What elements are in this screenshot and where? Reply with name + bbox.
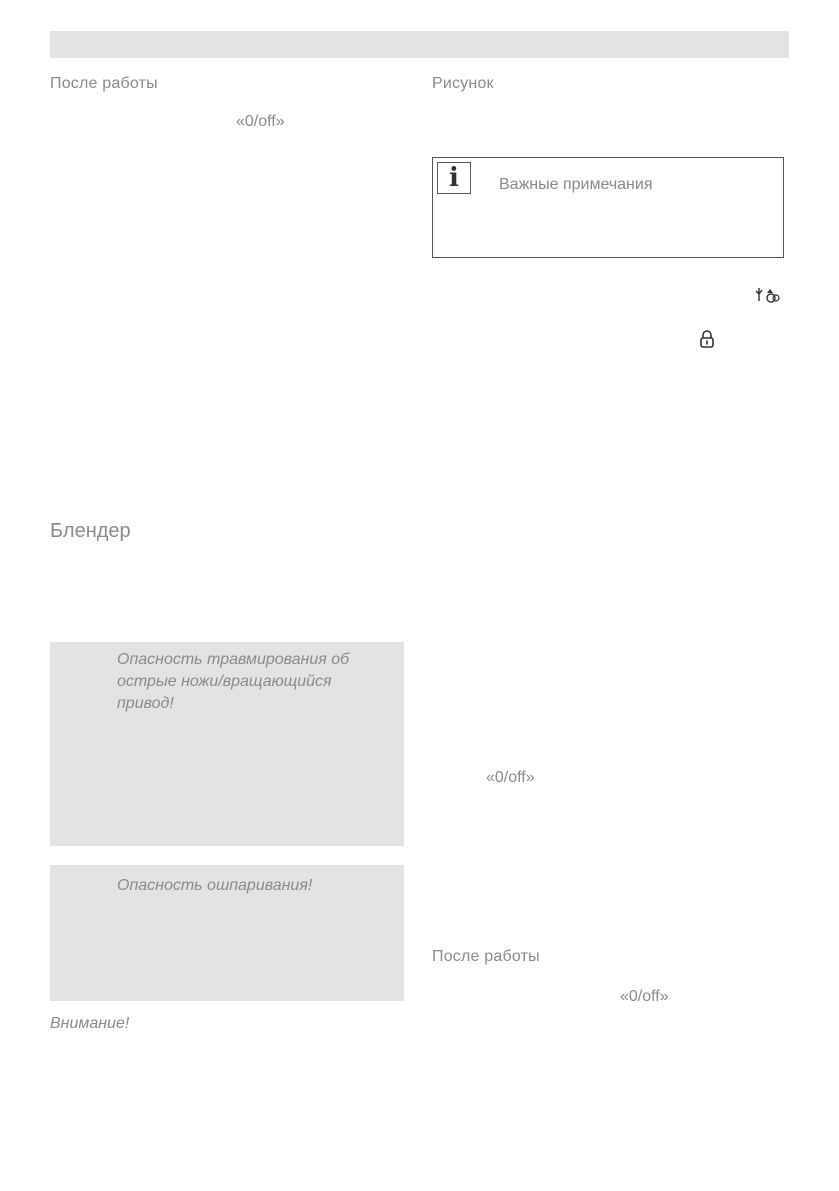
section-heading-blender: Блендер: [50, 520, 131, 542]
warning-box-injury: [50, 642, 404, 846]
section-heading-after-work: После работы: [50, 75, 158, 92]
important-notes-title: Важные примечания: [499, 176, 653, 193]
figure-heading: Рисунок: [432, 75, 494, 92]
warning-title-injury: Опасность травмирования об острые ножи/вращающийся привод!: [117, 651, 350, 712]
info-icon: i: [437, 162, 471, 194]
section-heading-after-work-2: После работы: [432, 948, 540, 965]
switch-position-off-2: «0/off»: [486, 769, 535, 786]
important-notes-box: [432, 157, 784, 258]
lock-icon: [699, 330, 715, 348]
attention-label: Внимание!: [50, 1015, 130, 1032]
warning-box-scald: [50, 865, 404, 1001]
warning-title-scald: Опасность ошпаривания!: [117, 877, 313, 894]
switch-position-off: «0/off»: [236, 113, 285, 130]
switch-position-off-3: «0/off»: [620, 988, 669, 1005]
ice-crush-program-icon: [752, 285, 782, 305]
header-bar: [50, 31, 789, 58]
